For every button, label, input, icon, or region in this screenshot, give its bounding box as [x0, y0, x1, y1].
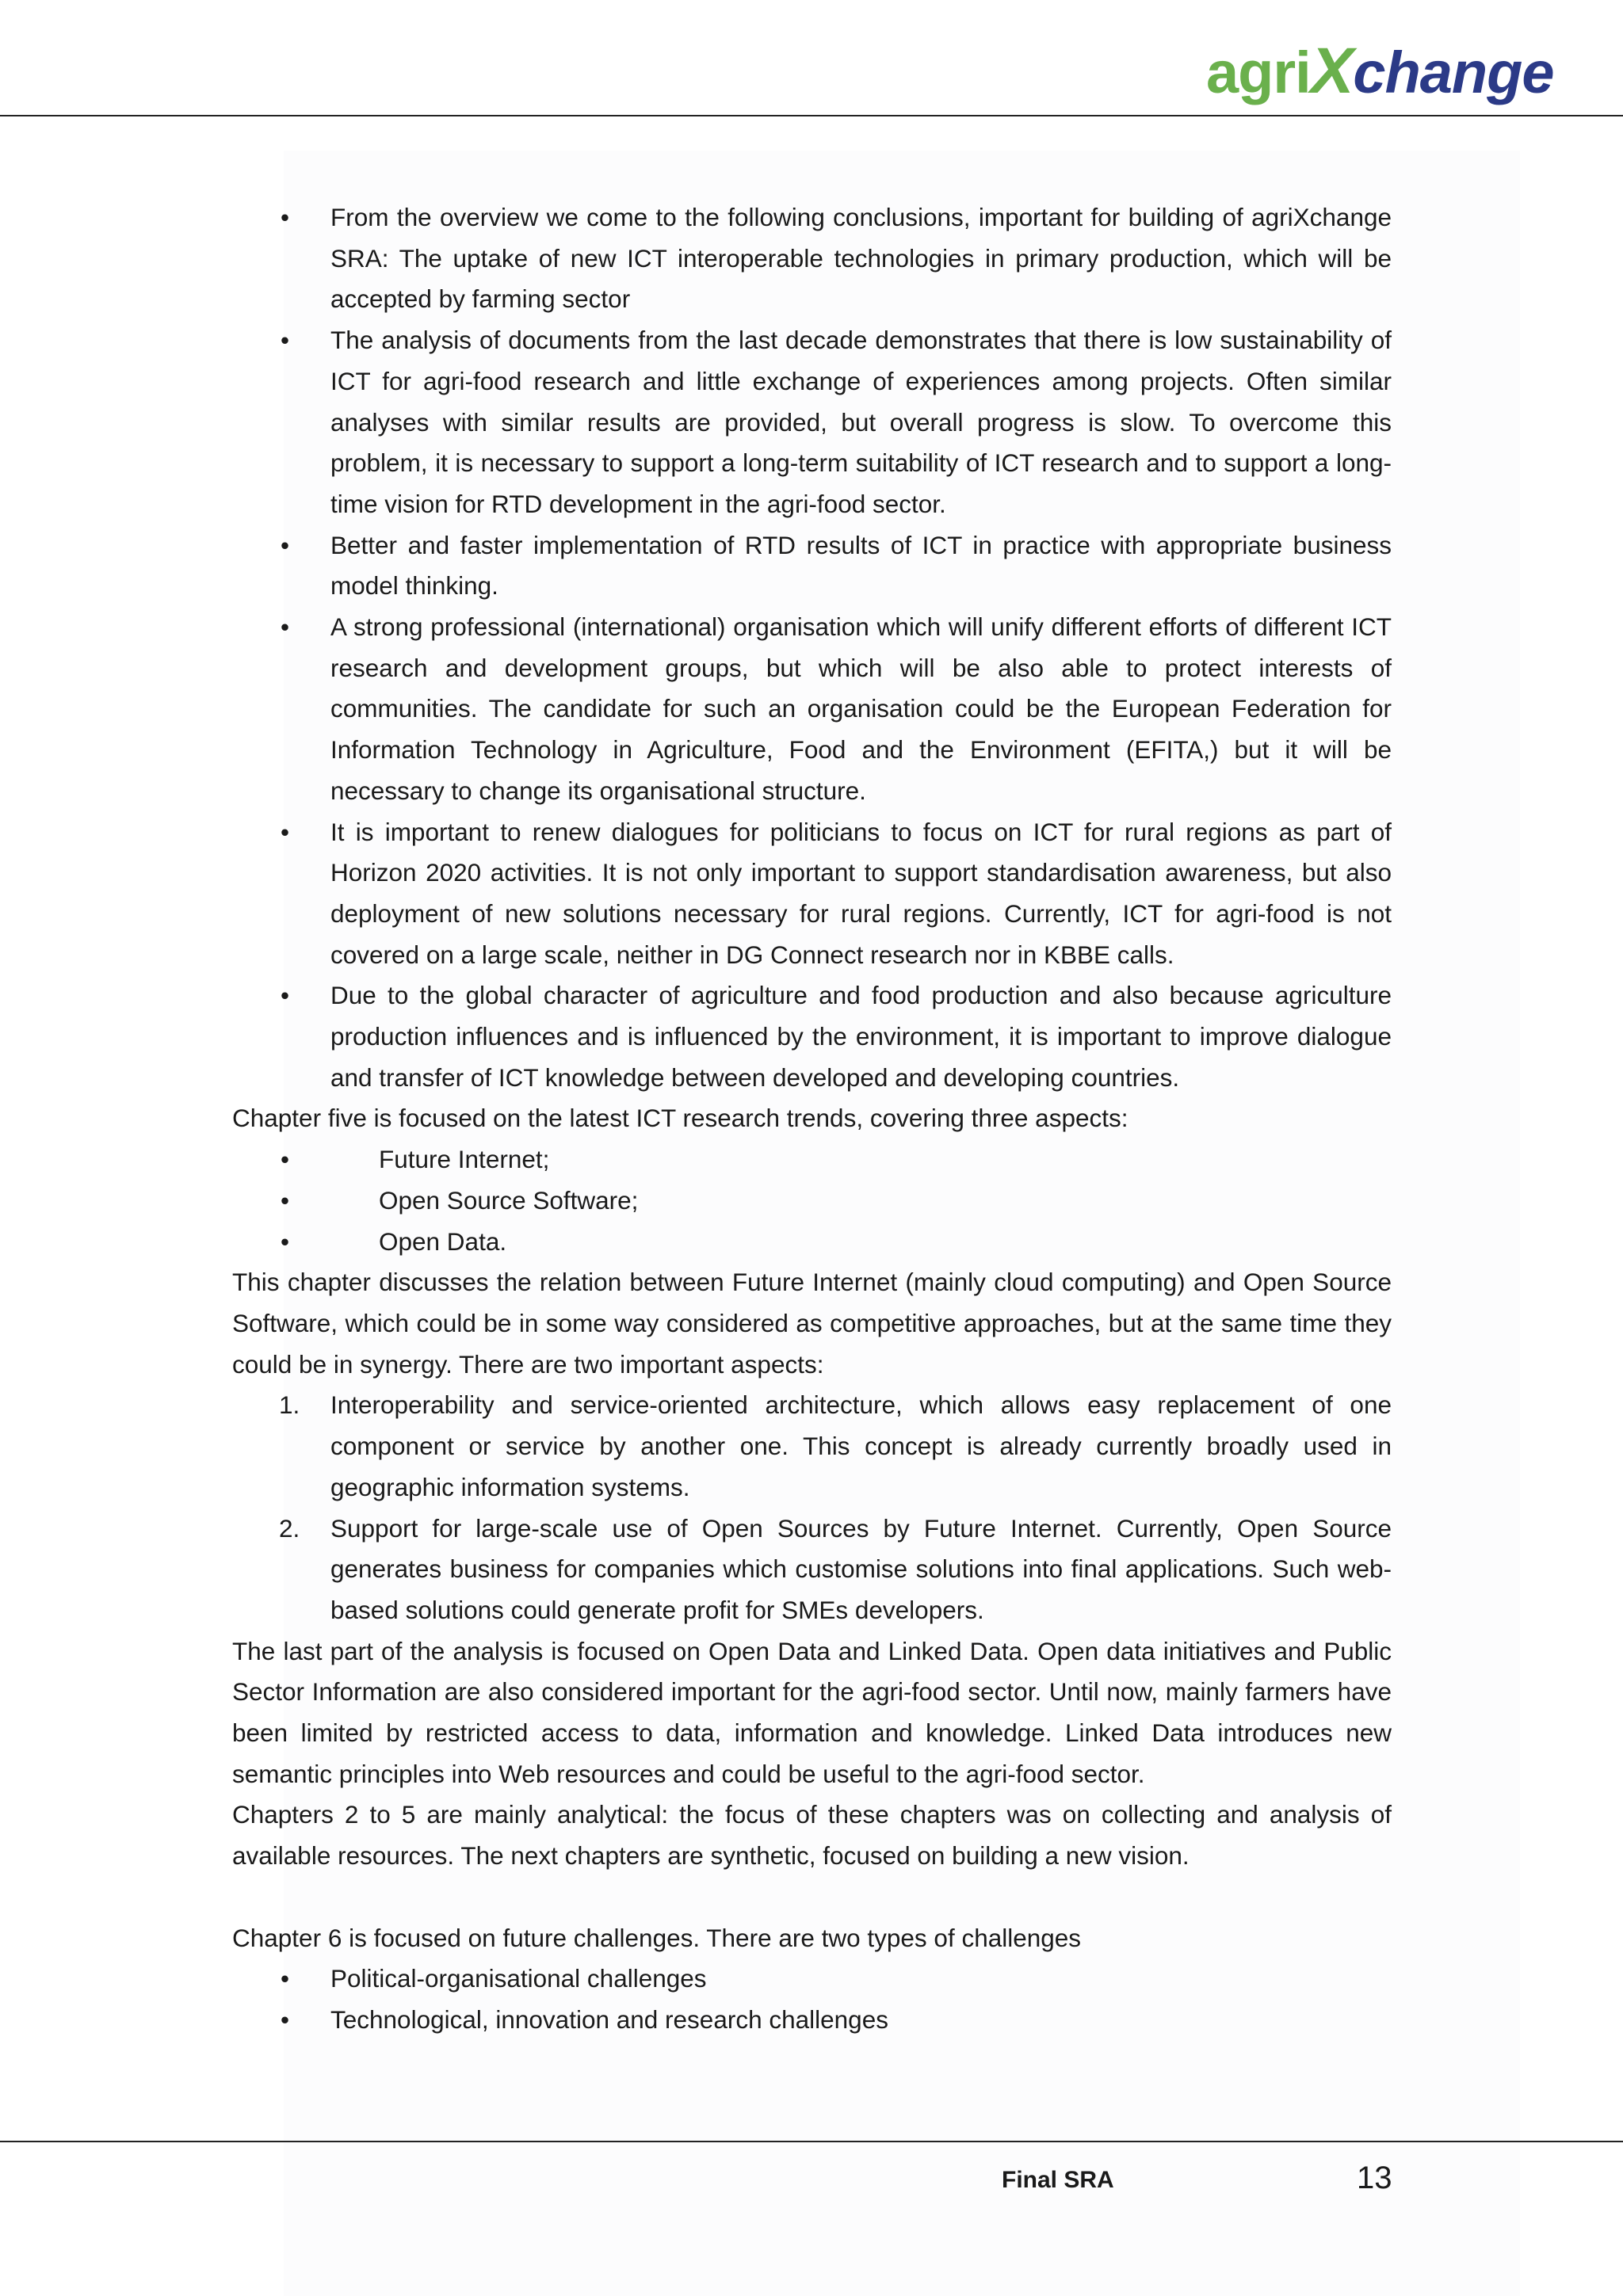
- bullet-icon: •: [281, 203, 290, 231]
- chapter5-intro: Chapter five is focused on the latest ICT research trends, covering three aspects:: [232, 1104, 1128, 1133]
- bullet-icon: •: [281, 326, 290, 355]
- conclusions-list: [232, 197, 1392, 1098]
- list-item: [232, 1139, 1392, 1180]
- list-item-text: Technological, innovation and research challenges: [330, 2004, 888, 2034]
- list-item: [232, 1222, 1392, 1263]
- list-item-text: A strong professional (international) organisation which will unify different efforts of different ICT research and development groups, but which will be also able to protect interests of communities. The candidate for such an organisation could be the European Federation for Information Technology in Agriculture, Food and the Environment (EFITA,) but it will be necessary to change its organisational structure.: [330, 612, 1392, 805]
- list-item-text: Open Data.: [379, 1226, 507, 1256]
- list-item-text: Future Internet;: [379, 1145, 550, 1174]
- bullet-icon: •: [281, 530, 290, 559]
- list-number: 1.: [279, 1390, 300, 1420]
- list-item-text: Better and faster implementation of RTD results of ICT in practice with appropriate business model thinking.: [330, 530, 1392, 601]
- bullet-icon: •: [281, 1185, 290, 1215]
- list-item-text: From the overview we come to the following conclusions, important for building of agriXchange SRA: The uptake of new ICT interoperable technologies in primary production, which will be accepted by farming sector: [330, 203, 1392, 314]
- bullet-icon: •: [281, 612, 290, 642]
- logo-agri: agri: [1206, 40, 1311, 105]
- bullet-icon: •: [281, 817, 290, 846]
- list-number: 2.: [279, 1513, 300, 1543]
- bullet-icon: •: [281, 981, 290, 1010]
- list-item-text: Due to the global character of agriculture and food production and also because agriculture production influences and is influenced by the environment, it is important to improve dialogue and transfer of ICT knowledge between developed and developing countries.: [330, 981, 1392, 1092]
- agrixchange-logo: [1206, 32, 1554, 111]
- list-item-text: The analysis of documents from the last decade demonstrates that there is low sustainability of ICT for agri-food research and little exchange of experiences among projects. Often similar analyses with similar results are provided, but overall progress is slow. To overcome this problem, it is necessary to support a long-term suitability of ICT research and to support a long-time vision for RTD development in the agri-food sector.: [330, 326, 1392, 518]
- chapter6-challenges-list: [232, 1958, 1392, 2040]
- logo-change: change: [1353, 40, 1554, 105]
- chapters-paragraph: Chapters 2 to 5 are mainly analytical: the focus of these chapters was on collecting and analysis of available resources. The next chapters are synthetic, focused on building a new vision.: [232, 1800, 1392, 1871]
- list-item: [232, 1385, 1392, 1508]
- list-item: [232, 812, 1392, 976]
- list-item: [232, 1180, 1392, 1222]
- footer-document-label: Final SRA: [1002, 2167, 1114, 2193]
- list-item: [232, 197, 1392, 320]
- list-item-text: Political-organisational challenges: [330, 1964, 707, 1993]
- chapter5-numbered-list: [232, 1385, 1392, 1630]
- paragraph-spacer: [232, 1877, 1392, 1918]
- bullet-icon: •: [281, 2004, 290, 2034]
- list-item-text: Support for large-scale use of Open Sources by Future Internet. Currently, Open Source generates business for companies which customise solutions into final applications. Such web-based solutions could generate profit for SMEs developers.: [330, 1513, 1392, 1624]
- list-item-text: Open Source Software;: [379, 1185, 639, 1215]
- list-item: [232, 1958, 1392, 2000]
- document-body: [232, 197, 1392, 2041]
- list-item: [232, 525, 1392, 607]
- list-item: [232, 2000, 1392, 2041]
- chapter5-aspects-list: [232, 1139, 1392, 1262]
- list-item: [232, 320, 1392, 525]
- bullet-icon: •: [281, 1226, 290, 1256]
- list-item-text: It is important to renew dialogues for politicians to focus on ICT for rural regions as part of Horizon 2020 activities. It is not only important to support standardisation awareness, but also deployment of new solutions necessary for rural regions. Currently, ICT for agri-food is not covered on a large scale, neither in DG Connect research nor in KBBE calls.: [330, 817, 1392, 969]
- bullet-icon: •: [281, 1145, 290, 1174]
- list-item: [232, 607, 1392, 812]
- footer-divider: [0, 2141, 1623, 2142]
- logo-x: X: [1310, 35, 1354, 107]
- list-item: [232, 1508, 1392, 1631]
- list-item-text: Interoperability and service-oriented architecture, which allows easy replacement of one component or service by another one. This concept is already currently broadly used in geographic information systems.: [330, 1390, 1392, 1501]
- list-item: [232, 975, 1392, 1098]
- page-number: 13: [1357, 2161, 1392, 2195]
- bullet-icon: •: [281, 1964, 290, 1993]
- chapter5-paragraph: This chapter discusses the relation between Future Internet (mainly cloud computing) and Open Source Software, which could be in some way considered as competitive approaches, but at the same time they could be in synergy. There are two important aspects:: [232, 1268, 1392, 1379]
- open-data-paragraph: The last part of the analysis is focused on Open Data and Linked Data. Open data initiatives and Public Sector Information are also considered important for the agri-food sector. Until now, mainly farmers have been limited by restricted access to data, information and knowledge. Linked Data introduces new semantic principles into Web resources and could be useful to the agri-food sector.: [232, 1636, 1392, 1788]
- header-divider: [0, 115, 1623, 116]
- chapter6-intro: Chapter 6 is focused on future challenges. There are two types of challenges: [232, 1923, 1082, 1952]
